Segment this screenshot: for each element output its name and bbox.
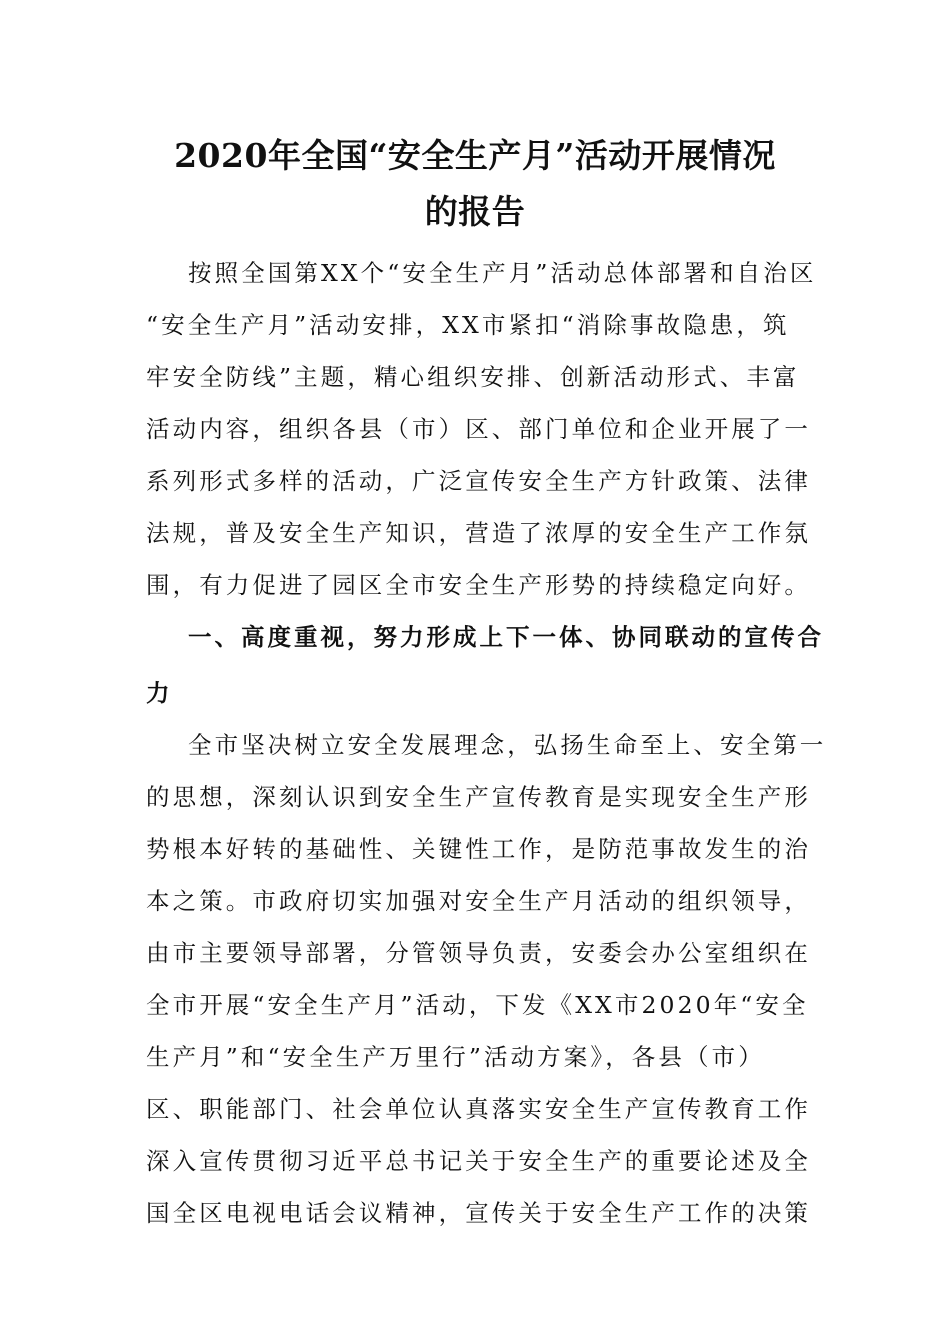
paragraph-line: 国全区电视电话会议精神，宣传关于安全生产工作的决策 xyxy=(146,1199,811,1227)
paragraph-line: 势根本好转的基础性、关键性工作，是防范事故发生的治 xyxy=(146,835,811,863)
title-line-1: 2020年全国“安全生产月”活动开展情况 xyxy=(174,136,776,175)
paragraph-line: 按照全国第XX个“安全生产月”活动总体部署和自治区 xyxy=(188,259,817,287)
paragraph-line: 牢安全防线”主题，精心组织安排、创新活动形式、丰富 xyxy=(146,363,800,391)
paragraph-line: 本之策。市政府切实加强对安全生产月活动的组织领导， xyxy=(146,887,811,915)
paragraph-line: 活动内容，组织各县（市）区、部门单位和企业开展了一 xyxy=(146,415,811,443)
title-line-2: 的报告 xyxy=(424,192,526,231)
paragraph-line: 区、职能部门、社会单位认真落实安全生产宣传教育工作 xyxy=(146,1095,811,1123)
paragraph-line: 深入宣传贯彻习近平总书记关于安全生产的重要论述及全 xyxy=(146,1147,811,1175)
section-heading-line: 力 xyxy=(146,679,173,707)
paragraph-line: 的思想，深刻认识到安全生产宣传教育是实现安全生产形 xyxy=(146,783,811,811)
section-heading xyxy=(146,609,826,725)
section-1-paragraph xyxy=(146,719,826,1239)
document-title xyxy=(130,128,820,240)
paragraph-line: 全市开展“安全生产月”活动，下发《XX市2020年“安全 xyxy=(146,991,809,1019)
paragraph-line: 围，有力促进了园区全市安全生产形势的持续稳定向好。 xyxy=(146,571,811,599)
paragraph-line: 系列形式多样的活动，广泛宣传安全生产方针政策、法律 xyxy=(146,467,811,495)
paragraph-line: 由市主要领导部署，分管领导负责，安委会办公室组织在 xyxy=(146,939,811,967)
section-heading-line: 一、高度重视，努力形成上下一体、协同联动的宣传合 xyxy=(188,623,824,651)
paragraph-line: 生产月”和“安全生产万里行”活动方案》，各县（市） xyxy=(146,1043,765,1071)
intro-paragraph xyxy=(146,247,826,611)
paragraph-line: “安全生产月”活动安排，XX市紧扣“消除事故隐患，筑 xyxy=(146,311,790,339)
paragraph-line: 法规，普及安全生产知识，营造了浓厚的安全生产工作氛 xyxy=(146,519,811,547)
paragraph-line: 全市坚决树立安全发展理念，弘扬生命至上、安全第一 xyxy=(188,731,827,759)
